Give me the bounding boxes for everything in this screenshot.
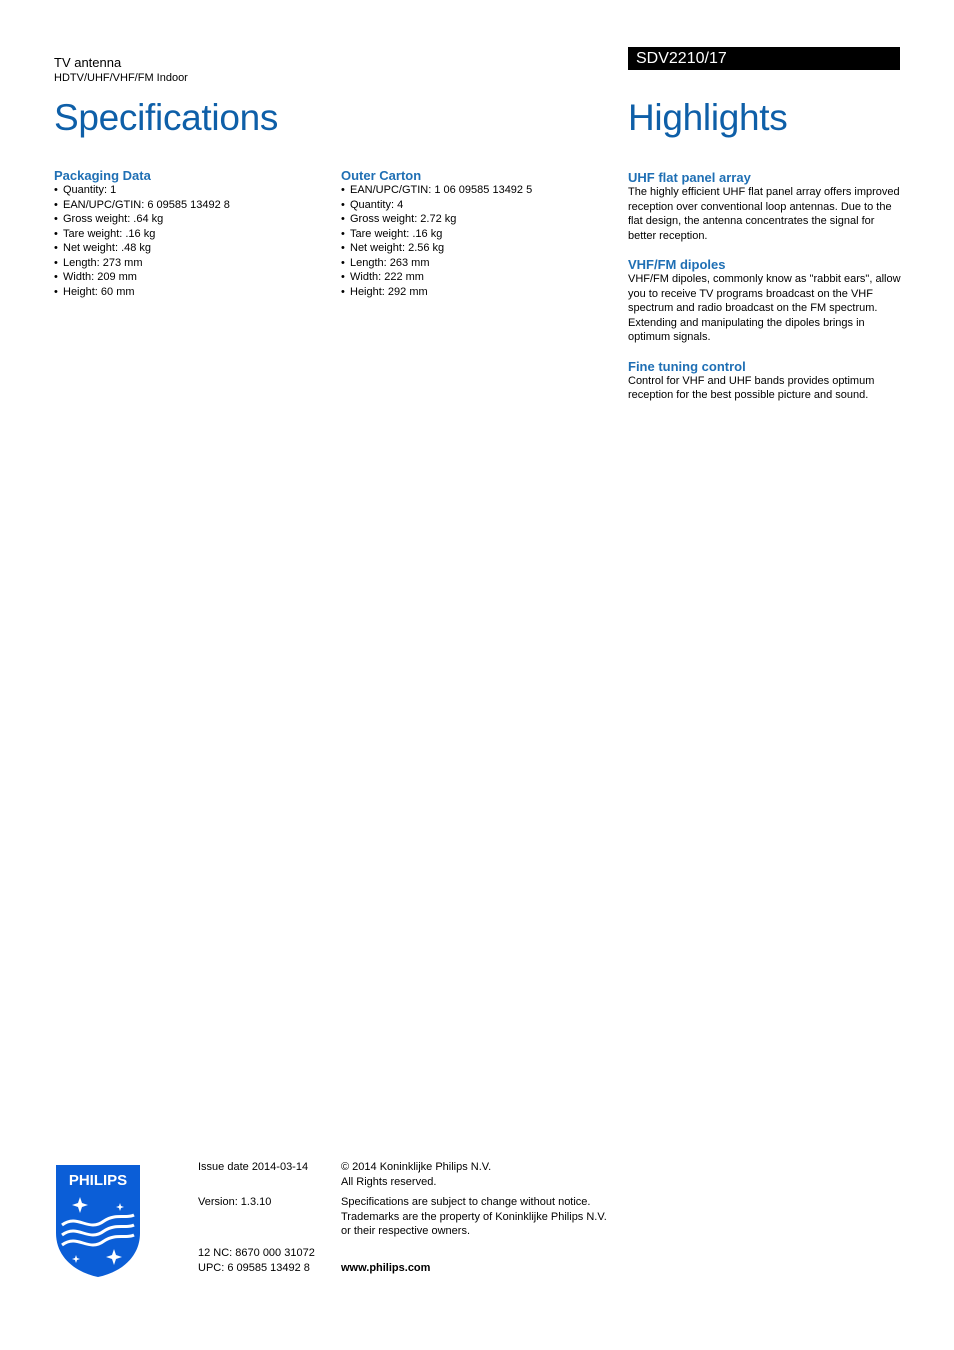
rights: All Rights reserved. bbox=[341, 1175, 437, 1188]
packaging-data-list bbox=[54, 183, 324, 299]
list-item: • Gross weight: .64 kg bbox=[54, 212, 324, 227]
list-item: • Height: 292 mm bbox=[341, 285, 611, 300]
highlight-text: VHF/FM dipoles, commonly know as "rabbit ears", allow you to receive TV programs broadcast on the VHF spectrum and radio broadcast on the FM spectrum. Extending and manipulating the dipoles brings in optimum signals. bbox=[628, 273, 901, 343]
logo-wordmark: PHILIPS bbox=[68, 1172, 128, 1189]
list-item: • Tare weight: .16 kg bbox=[341, 227, 611, 242]
product-subtitle: HDTV/UHF/VHF/FM Indoor bbox=[54, 72, 188, 84]
outer-carton-list bbox=[341, 183, 611, 299]
list-item: • Width: 222 mm bbox=[341, 270, 611, 285]
list-item: • Quantity: 4 bbox=[341, 198, 611, 213]
list-item: • Length: 273 mm bbox=[54, 256, 324, 271]
packaging-data-section bbox=[54, 168, 324, 299]
list-item: • Width: 209 mm bbox=[54, 270, 324, 285]
nc-number: 12 NC: 8670 000 31072 bbox=[198, 1247, 315, 1259]
nc-upc-block bbox=[198, 1246, 315, 1275]
list-item: • Tare weight: .16 kg bbox=[54, 227, 324, 242]
list-item: • EAN/UPC/GTIN: 1 06 09585 13492 5 bbox=[341, 183, 611, 198]
highlight-heading: VHF/FM dipoles bbox=[628, 257, 726, 272]
list-item: • Net weight: 2.56 kg bbox=[341, 241, 611, 256]
model-number-bar: SDV2210/17 bbox=[628, 47, 900, 70]
version: Version: 1.3.10 bbox=[198, 1196, 272, 1208]
copyright-block bbox=[341, 1160, 491, 1189]
specs-notice-block bbox=[341, 1195, 607, 1239]
highlight-item bbox=[628, 257, 903, 345]
product-type: TV antenna bbox=[54, 55, 122, 70]
list-item: • Length: 263 mm bbox=[341, 256, 611, 271]
philips-shield-icon bbox=[54, 1163, 142, 1279]
specs-notice-line: or their respective owners. bbox=[341, 1225, 470, 1237]
list-item: • Height: 60 mm bbox=[54, 285, 324, 300]
highlight-item bbox=[628, 170, 903, 243]
packaging-data-heading: Packaging Data bbox=[54, 168, 151, 183]
list-item: • Quantity: 1 bbox=[54, 183, 324, 198]
highlight-heading: Fine tuning control bbox=[628, 358, 746, 374]
highlight-text: The highly efficient UHF flat panel array offers improved reception over conventional loop antennas. Due to the flat design, the antenna concentrates the signal for better reception. bbox=[628, 186, 900, 242]
outer-carton-section bbox=[341, 168, 611, 299]
outer-carton-heading: Outer Carton bbox=[341, 168, 422, 183]
issue-date: Issue date 2014-03-14 bbox=[198, 1161, 309, 1173]
list-item: • Net weight: .48 kg bbox=[54, 241, 324, 256]
website-link[interactable]: www.philips.com bbox=[341, 1262, 431, 1274]
philips-shield-logo bbox=[54, 1163, 142, 1279]
highlight-text: Control for VHF and UHF bands provides optimum reception for the best possible picture and sound. bbox=[628, 374, 875, 401]
highlight-item bbox=[628, 359, 903, 403]
highlights-column bbox=[628, 170, 903, 417]
specs-notice-line: Specifications are subject to change without notice. bbox=[341, 1196, 591, 1208]
copyright: © 2014 Koninklijke Philips N.V. bbox=[341, 1161, 492, 1173]
specs-notice-line: Trademarks are the property of Koninklijke Philips N.V. bbox=[341, 1210, 607, 1223]
highlights-title: Highlights bbox=[628, 97, 788, 138]
list-item: • Gross weight: 2.72 kg bbox=[341, 212, 611, 227]
upc-number: UPC: 6 09585 13492 8 bbox=[198, 1261, 310, 1274]
list-item: • EAN/UPC/GTIN: 6 09585 13492 8 bbox=[54, 198, 324, 213]
highlight-heading: UHF flat panel array bbox=[628, 170, 751, 185]
specifications-title: Specifications bbox=[54, 97, 279, 138]
